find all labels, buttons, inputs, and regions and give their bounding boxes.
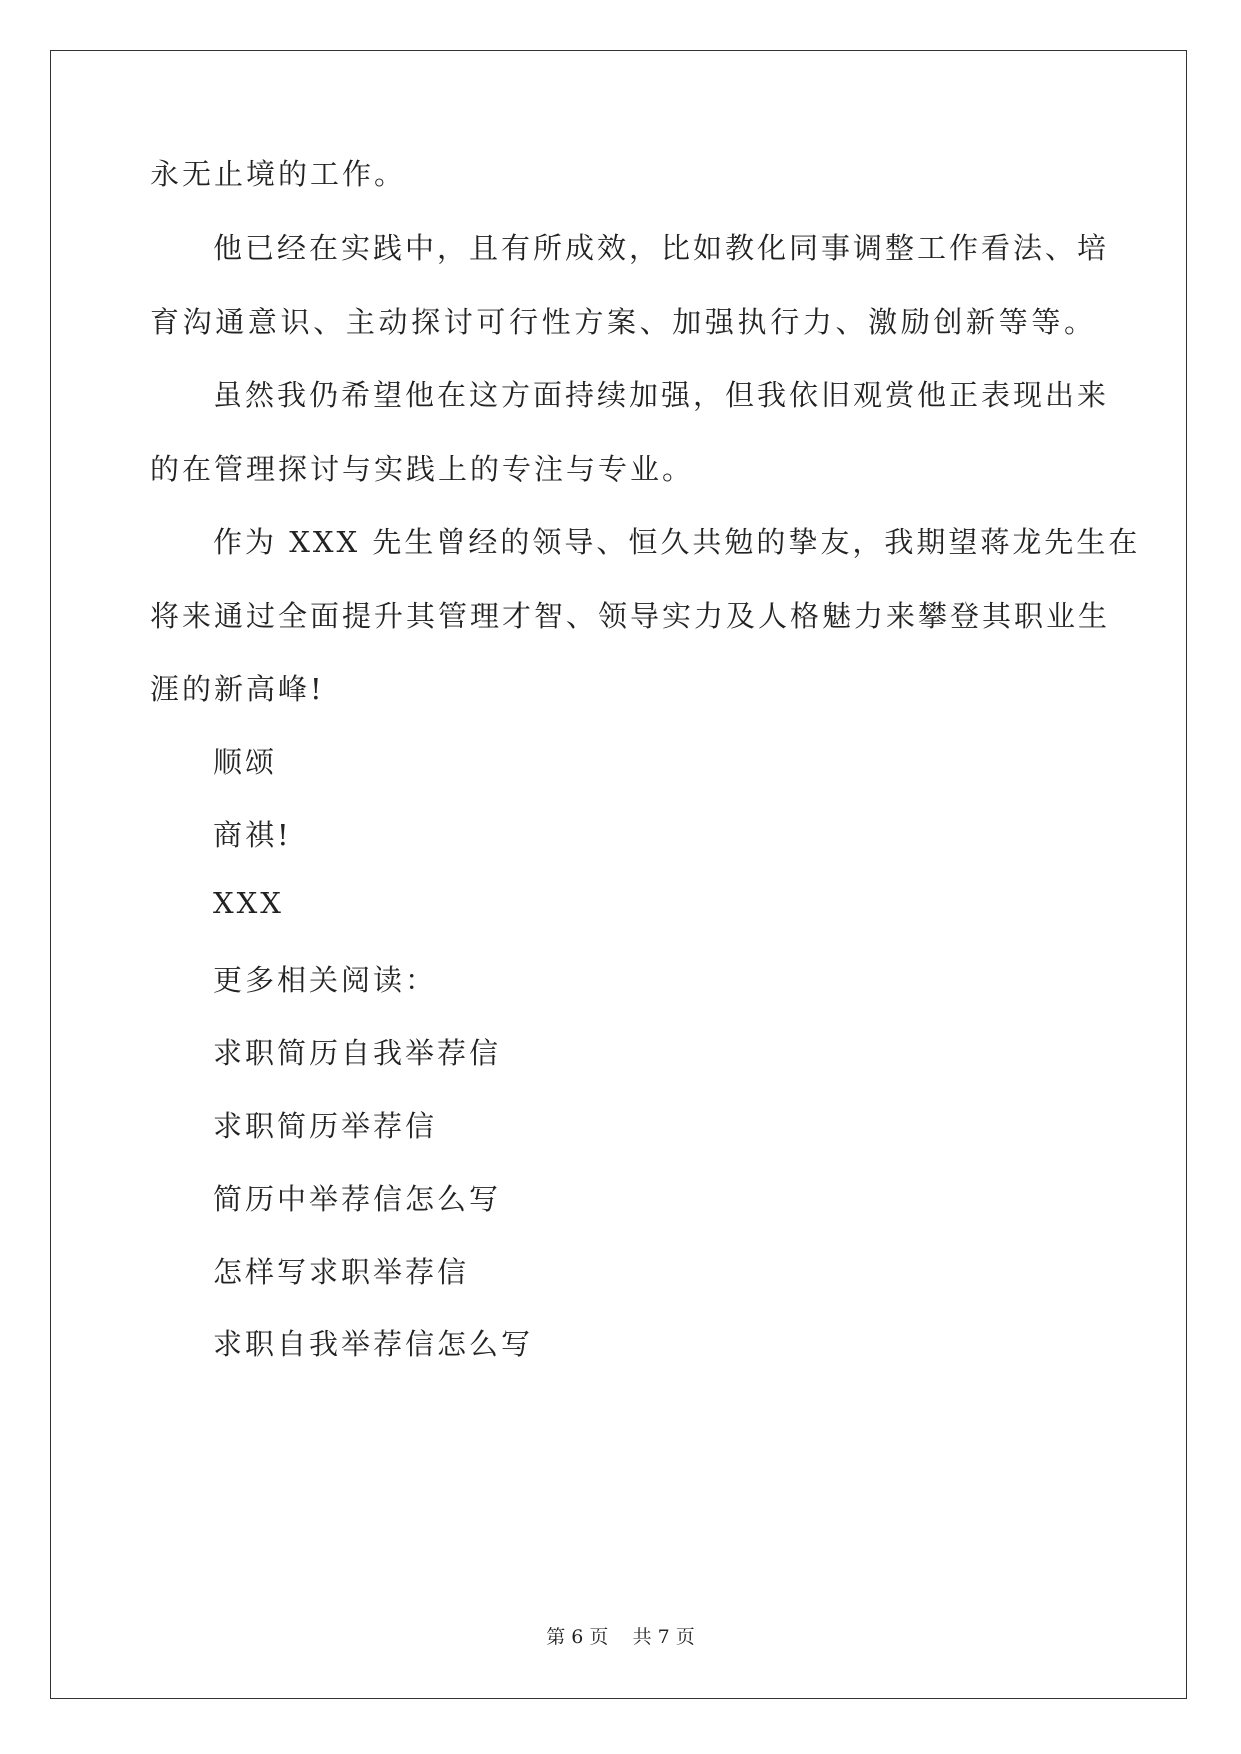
paragraph-line: 的在管理探讨与实践上的专注与专业。 xyxy=(150,452,695,486)
paragraph-line: 虽然我仍希望他在这方面持续加强，但我依旧观赏他正表现出来 xyxy=(213,378,1110,412)
paragraph-line: 作为 XXX 先生曾经的领导、恒久共勉的挚友，我期望蒋龙先生在 xyxy=(213,525,1141,559)
related-reading-link[interactable]: 怎样写求职举荐信 xyxy=(213,1255,470,1289)
signature-line: XXX xyxy=(213,886,284,920)
paragraph-line: 涯的新高峰! xyxy=(150,672,325,706)
paragraph-line: 将来通过全面提升其管理才智、领导实力及人格魅力来攀登其职业生 xyxy=(150,599,1111,633)
page-number-footer: 第 6 页 共 7 页 xyxy=(546,1626,695,1648)
related-reading-link[interactable]: 求职简历举荐信 xyxy=(213,1109,438,1143)
closing-line: 商祺! xyxy=(213,818,292,852)
paragraph-line: 育沟通意识、主动探讨可行性方案、加强执行力、激励创新等等。 xyxy=(150,305,1096,339)
related-reading-link[interactable]: 简历中举荐信怎么写 xyxy=(213,1182,502,1216)
related-reading-link[interactable]: 求职自我举荐信怎么写 xyxy=(213,1327,534,1361)
related-reading-link[interactable]: 求职简历自我举荐信 xyxy=(213,1036,502,1070)
related-reading-heading: 更多相关阅读： xyxy=(213,963,438,997)
page-border xyxy=(50,50,1187,1699)
paragraph-line: 永无止境的工作。 xyxy=(150,157,407,191)
paragraph-line: 他已经在实践中，且有所成效，比如教化同事调整工作看法、培 xyxy=(213,231,1110,265)
closing-line: 顺颂 xyxy=(213,745,278,779)
